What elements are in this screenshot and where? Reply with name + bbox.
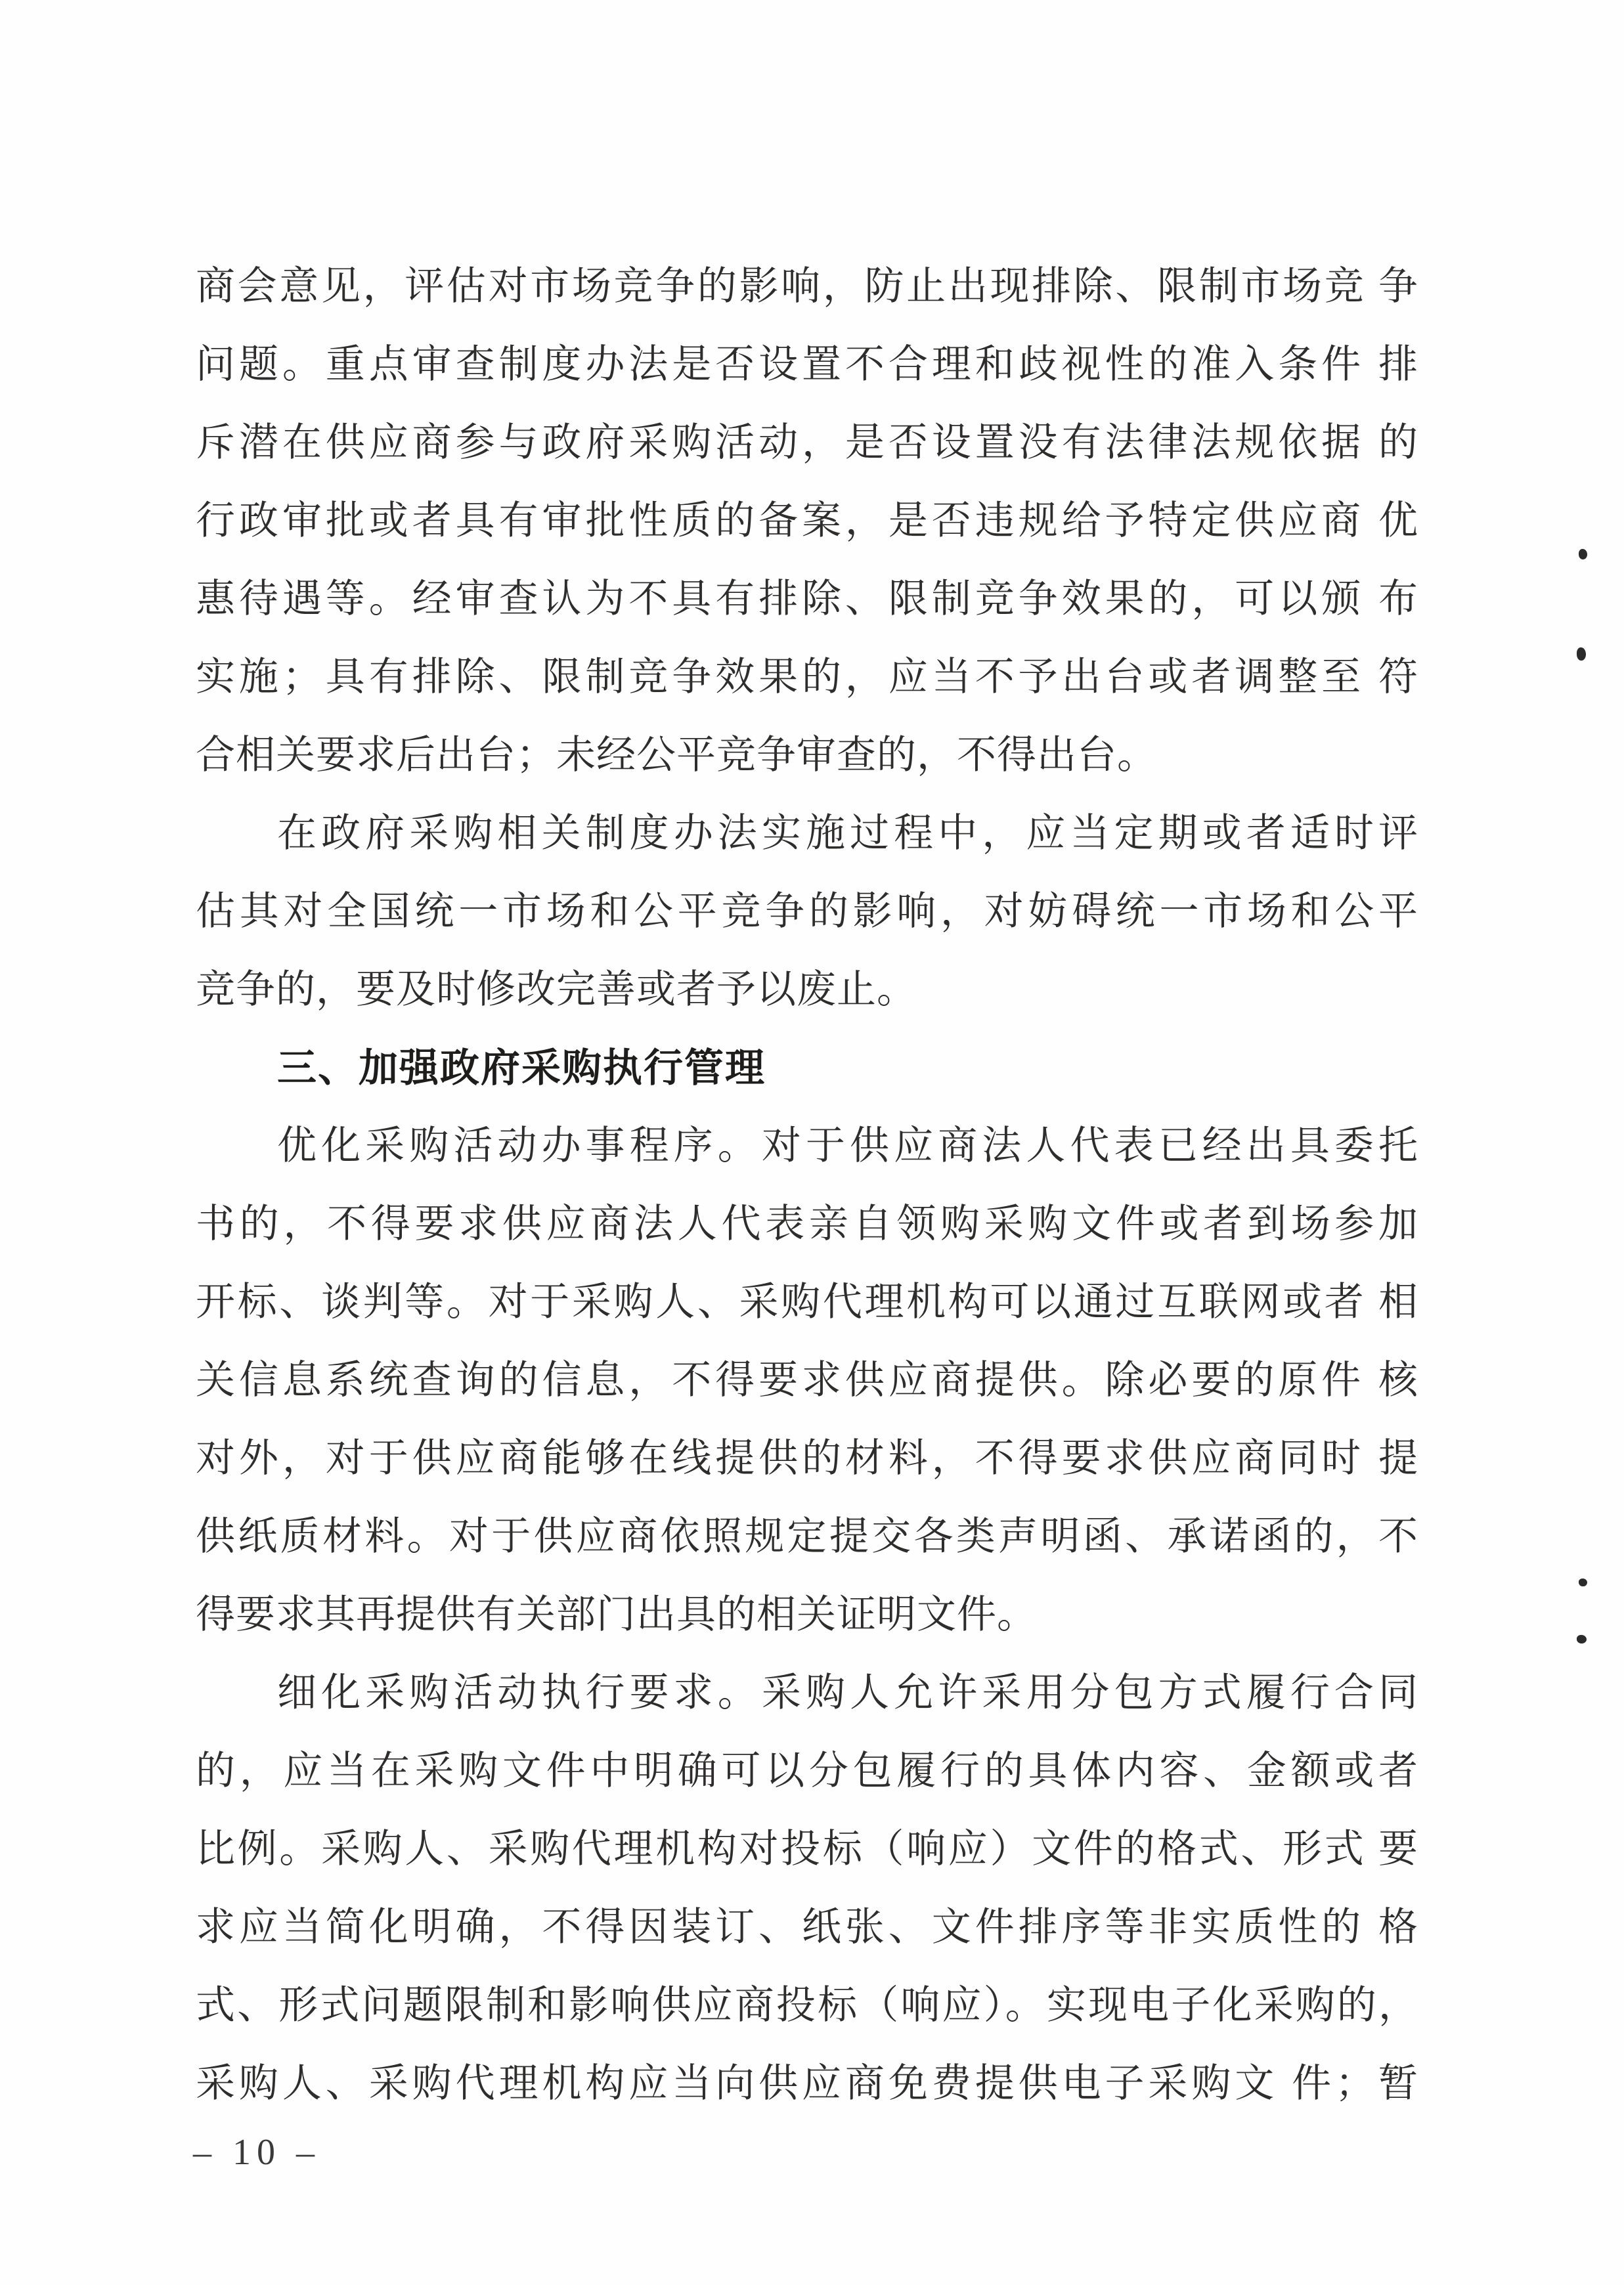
text-line: 开标、谈判等。对于采购人、采购代理机构可以通过互联网或者 相 xyxy=(196,1280,1418,1324)
text-line: 估其对全国统一市场和公平竞争的影响，对妨碍统一市场和公平 xyxy=(196,890,1418,933)
text-line: 关信息系统查询的信息，不得要求供应商提供。除必要的原件 核 xyxy=(196,1359,1418,1402)
scan-speck xyxy=(1579,1578,1587,1586)
scan-speck xyxy=(1577,1635,1587,1643)
page-number: – 10 – xyxy=(193,2132,320,2173)
text-line: 斥潜在供应商参与政府采购活动，是否设置没有法律法规依据 的 xyxy=(196,421,1418,464)
text-line: 竞争的，要及时修改完善或者予以废止。 xyxy=(196,968,917,1011)
text-line: 式、形式问题限制和影响供应商投标（响应）。实现电子化采购的， xyxy=(196,1984,1418,2027)
scan-speck xyxy=(1577,647,1586,661)
section-heading: 三、加强政府采购执行管理 xyxy=(277,1046,766,1090)
text-line: 问题。重点审查制度办法是否设置不合理和歧视性的准入条件 排 xyxy=(196,343,1418,386)
scan-speck xyxy=(1579,549,1587,559)
text-line: 商会意见，评估对市场竞争的影响，防止出现排除、限制市场竞 争 xyxy=(196,265,1418,308)
text-line: 求应当简化明确，不得因装订、纸张、文件排序等非实质性的 格 xyxy=(196,1905,1418,1949)
text-line: 惠待遇等。经审查认为不具有排除、限制竞争效果的，可以颁 布 xyxy=(196,577,1418,620)
text-line: 优化采购活动办事程序。对于供应商法人代表已经出具委托 xyxy=(277,1124,1418,1167)
text-line: 细化采购活动执行要求。采购人允许采用分包方式履行合同 xyxy=(277,1671,1418,1714)
text-line: 供纸质材料。对于供应商依照规定提交各类声明函、承诺函的，不 xyxy=(196,1515,1418,1558)
text-line: 得要求其再提供有关部门出具的相关证明文件。 xyxy=(196,1593,1037,1636)
text-line: 对外，对于供应商能够在线提供的材料，不得要求供应商同时 提 xyxy=(196,1437,1418,1480)
text-line: 合相关要求后出台；未经公平竞争审查的，不得出台。 xyxy=(196,733,1157,777)
text-line: 采购人、采购代理机构应当向供应商免费提供电子采购文 件；暂 xyxy=(196,2062,1418,2105)
text-line: 比例。采购人、采购代理机构对投标（响应）文件的格式、形式 要 xyxy=(196,1827,1418,1871)
text-line: 书的，不得要求供应商法人代表亲自领购采购文件或者到场参加 xyxy=(196,1202,1418,1246)
text-line: 在政府采购相关制度办法实施过程中，应当定期或者适时评 xyxy=(277,812,1418,855)
text-line: 行政审批或者具有审批性质的备案，是否违规给予特定供应商 优 xyxy=(196,499,1418,542)
text-block xyxy=(196,248,1418,2123)
text-line: 的，应当在采购文件中明确可以分包履行的具体内容、金额或者 xyxy=(196,1749,1418,1793)
text-line: 实施；具有排除、限制竞争效果的，应当不予出台或者调整至 符 xyxy=(196,655,1418,699)
